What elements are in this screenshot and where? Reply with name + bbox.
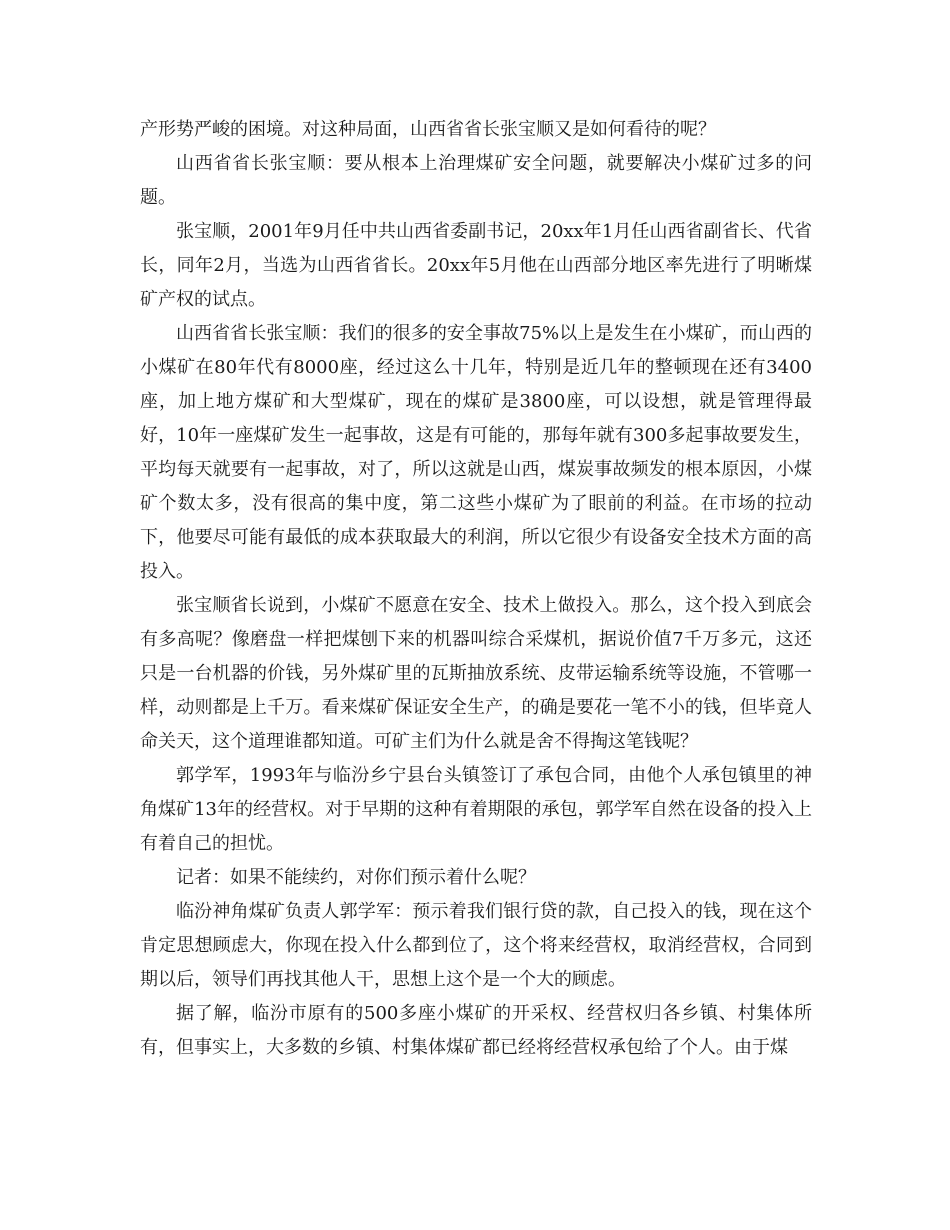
paragraph-6: 郭学军，1993年与临汾乡宁县台头镇签订了承包合同，由他个人承包镇里的神角煤矿13年的经营权。对于早期的这种有着期限的承包，郭学军自然在设备的投入上有着自己的担忧。 <box>140 765 812 854</box>
paragraph-5: 张宝顺省长说到，小煤矿不愿意在安全、技术上做投入。那么，这个投入到底会有多高呢？像磨盘一样把煤刨下来的机器叫综合采煤机，据说价值7千万多元，这还只是一台机器的价钱，另外煤矿里的瓦斯抽放系统、皮带运输系统等设施，不管哪一样，动则都是上千万。看来煤矿保证安全生产，的确是要花一笔不小的钱，但毕竟人命关天，这个道理谁都知道。可矿主们为什么就是舍不得掏这笔钱呢？ <box>140 595 812 752</box>
paragraph-9: 据了解，临汾市原有的500多座小煤矿的开采权、经营权归各乡镇、村集体所有，但事实上，大多数的乡镇、村集体煤矿都已经将经营权承包给了个人。由于煤 <box>140 1003 812 1058</box>
paragraph-4: 山西省省长张宝顺：我们的很多的安全事故75%以上是发生在小煤矿，而山西的小煤矿在80年代有8000座，经过这么十几年，特别是近几年的整顿现在还有3400座，加上地方煤矿和大型煤矿，现在的煤矿是3800座，可以设想，就是管理得最好，10年一座煤矿发生一起事故，这是有可能的，那每年就有300多起事故要发生，平均每天就要有一起事故，对了，所以这就是山西，煤炭事故频发的根本原因，小煤矿个数太多，没有很高的集中度，第二这些小煤矿为了眼前的利益。在市场的拉动下，他要尽可能有最低的成本获取最大的利润，所以它很少有设备安全技术方面的高投入。 <box>140 323 812 582</box>
document-body <box>140 113 812 1065</box>
paragraph-2: 山西省省长张宝顺：要从根本上治理煤矿安全问题，就要解决小煤矿过多的问题。 <box>140 153 812 208</box>
paragraph-8: 临汾神角煤矿负责人郭学军：预示着我们银行贷的款，自己投入的钱，现在这个肯定思想顾虑大，你现在投入什么都到位了，这个将来经营权，取消经营权，合同到期以后，领导们再找其他人干，思想上这个是一个大的顾虑。 <box>140 901 812 990</box>
paragraph-3: 张宝顺，2001年9月任中共山西省委副书记，20xx年1月任山西省副省长、代省长，同年2月，当选为山西省省长。20xx年5月他在山西部分地区率先进行了明晰煤矿产权的试点。 <box>140 221 812 310</box>
paragraph-7: 记者：如果不能续约，对你们预示着什么呢？ <box>176 867 536 888</box>
paragraph-1: 产形势严峻的困境。对这种局面，山西省省长张宝顺又是如何看待的呢？ <box>140 119 716 140</box>
